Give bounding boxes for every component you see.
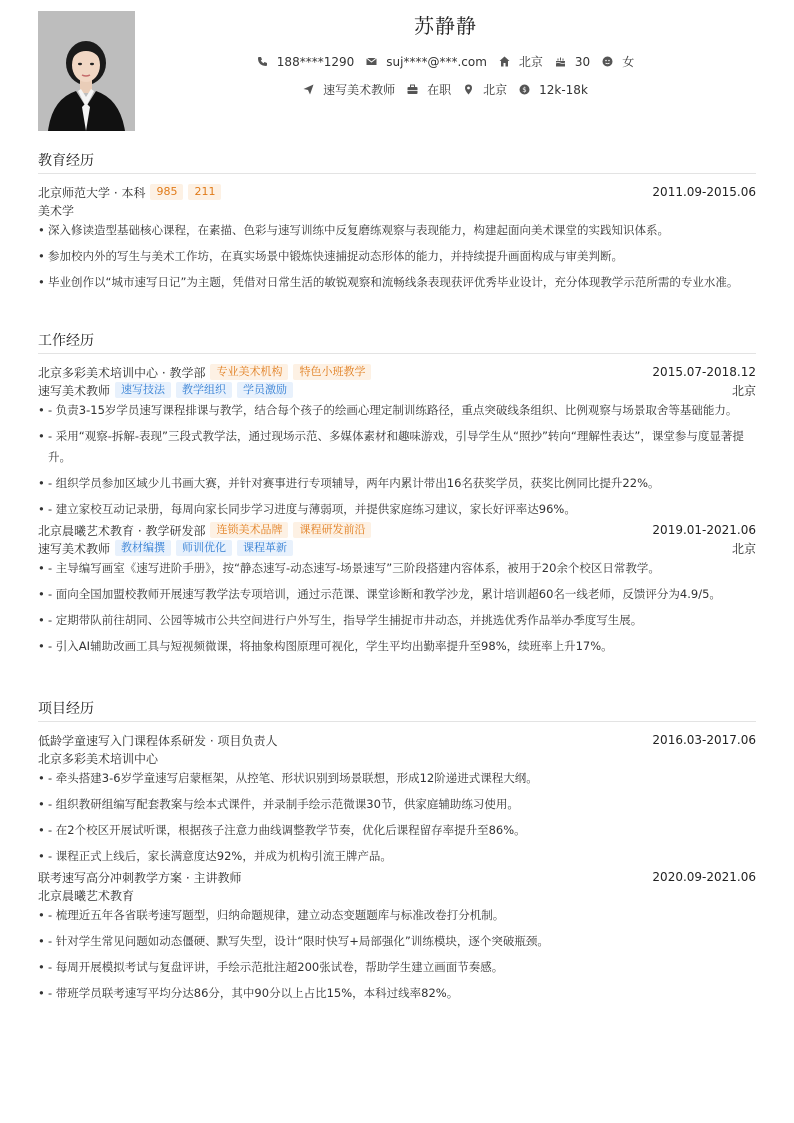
contact-row-job — [135, 81, 756, 98]
education-date: 2011.09-2015.06 — [652, 185, 756, 199]
education-title: 教育经历 — [38, 150, 756, 174]
list-item: • - 组织学员参加区域少儿书画大赛，并针对赛事进行专项辅导，两年内累计带出16名获奖学员，获奖比例同比提升22%。 — [38, 473, 756, 494]
project-name: 低龄学童速写入门课程体系研发 · 项目负责人 — [38, 733, 278, 748]
school-name: 北京师范大学 · 本科 — [38, 185, 146, 200]
school-tag: 985 — [150, 184, 183, 200]
work-date: 2015.07-2018.12 — [652, 365, 756, 379]
list-item: • 参加校内外的写生与美术工作坊，在真实场景中锻炼快速捕捉动态形体的能力，并持续提升画面构成与审美判断。 — [38, 246, 756, 267]
work-bullets — [38, 400, 756, 520]
send-icon — [303, 84, 314, 95]
job-status-text: 在职 — [427, 83, 452, 97]
contact-home — [499, 53, 543, 70]
list-item: • - 负责3-15岁学员速写课程排课与教学，结合每个孩子的绘画心理定制训练路径，重点突破线条组织、比例观察与场景取舍等基础能力。 — [38, 400, 756, 421]
school-tag: 211 — [188, 184, 221, 200]
project-name: 联考速写高分冲刺教学方案 · 主讲教师 — [38, 870, 242, 885]
list-item: • - 针对学生常见问题如动态僵硬、默写失型，设计“限时快写+局部强化”训练模块，逐个突破瓶颈。 — [38, 931, 756, 952]
education-header-row — [38, 183, 756, 201]
project-title: 项目经历 — [38, 698, 756, 722]
company-tag: 课程研发前沿 — [293, 522, 371, 538]
education-major-row — [38, 201, 756, 219]
role-tag: 学员激励 — [237, 382, 293, 398]
job-status — [407, 81, 451, 98]
location-icon — [463, 84, 474, 95]
company-name: 北京多彩美术培训中心 · 教学部 — [38, 365, 206, 380]
role-tag: 课程革新 — [237, 540, 293, 556]
mail-icon — [366, 56, 377, 67]
role-name: 速写美术教师 — [38, 541, 111, 556]
contact-home-text: 北京 — [518, 55, 543, 69]
work-bullets — [38, 558, 756, 657]
job-title-text: 速写美术教师 — [323, 83, 396, 97]
major: 美术学 — [38, 203, 75, 218]
job-salary-text: 12k-18k — [539, 82, 588, 97]
work-section — [38, 330, 756, 662]
svg-text:$: $ — [522, 86, 527, 95]
role-name: 速写美术教师 — [38, 383, 111, 398]
project-org: 北京晨曦艺术教育 — [38, 888, 135, 903]
project-org: 北京多彩美术培训中心 — [38, 751, 159, 766]
company-tag: 特色小班教学 — [293, 364, 371, 380]
work-role-row — [38, 381, 756, 399]
work-city: 北京 — [731, 383, 756, 398]
portrait-image — [38, 11, 135, 131]
job-title — [303, 81, 395, 98]
project-org-row — [38, 886, 756, 904]
cake-icon — [555, 56, 566, 67]
job-salary — [519, 83, 588, 97]
list-item: • - 面向全国加盟校教师开展速写教学法专项培训，通过示范课、课堂诊断和教学沙龙，累计培训超60名一线老师，反馈评分为4.9/5。 — [38, 584, 756, 605]
list-item: • - 在2个校区开展试听课，根据孩子注意力曲线调整教学节奏，优化后课程留存率提升至86%。 — [38, 820, 756, 841]
home-icon — [499, 56, 510, 67]
role-tag: 速写技法 — [115, 382, 171, 398]
contact-email-text: suj****@***.com — [386, 54, 487, 69]
project-bullets — [38, 905, 756, 1004]
contact-phone — [257, 55, 354, 69]
profile-photo — [38, 11, 135, 131]
role-tag: 师训优化 — [176, 540, 232, 556]
work-city: 北京 — [731, 541, 756, 556]
contact-phone-text: 188****1290 — [276, 54, 355, 69]
list-item: • - 课程正式上线后，家长满意度达92%，并成为机构引流王牌产品。 — [38, 846, 756, 867]
resume-header — [38, 10, 756, 131]
role-tag: 教学组织 — [176, 382, 232, 398]
project-org-row — [38, 749, 756, 767]
work-date: 2019.01-2021.06 — [652, 523, 756, 537]
list-item: • - 组织教研组编写配套教案与绘本式课件，并录制手绘示范微课30节，供家庭辅助练习使用。 — [38, 794, 756, 815]
contact-gender-text: 女 — [622, 55, 635, 69]
role-tag: 教材编撰 — [115, 540, 171, 556]
list-item: • 毕业创作以“城市速写日记”为主题，凭借对日常生活的敏锐观察和流畅线条表现获评优秀毕业设计，充分体现教学示范所需的专业水准。 — [38, 272, 756, 293]
list-item: • - 采用“观察-拆解-表现”三段式教学法，通过现场示范、多媒体素材和趣味游戏，引导学生从“照抄”转向“理解性表达”，课堂参与度显著提升。 — [38, 426, 756, 468]
gender-icon — [602, 56, 613, 67]
project-bullets — [38, 768, 756, 867]
project-section — [38, 698, 756, 1009]
list-item: • - 定期带队前往胡同、公园等城市公共空间进行户外写生，指导学生捕捉市井动态，并挑选优秀作品举办季度写生展。 — [38, 610, 756, 631]
work-title: 工作经历 — [38, 330, 756, 354]
project-header-row — [38, 868, 756, 886]
contact-age — [555, 55, 590, 69]
list-item: • - 每周开展模拟考试与复盘评讲，手绘示范批注超200张试卷，帮助学生建立画面节奏感。 — [38, 957, 756, 978]
list-item: • 深入修读造型基础核心课程，在素描、色彩与速写训练中反复磨练观察与表现能力，构建起面向美术课堂的实践知识体系。 — [38, 220, 756, 241]
contact-row-personal — [135, 53, 756, 70]
work-company-row — [38, 363, 756, 381]
project-header-row — [38, 731, 756, 749]
project-date: 2016.03-2017.06 — [652, 733, 756, 747]
list-item: • - 牵头搭建3-6岁学童速写启蒙框架，从控笔、形状识别到场景联想，形成12阶递进式课程大纲。 — [38, 768, 756, 789]
company-tag: 连锁美术品牌 — [210, 522, 288, 538]
job-location — [463, 81, 507, 98]
education-bullets — [38, 220, 756, 293]
company-tag: 专业美术机构 — [210, 364, 288, 380]
list-item: • - 引入AI辅助改画工具与短视频微课，将抽象构图原理可视化，学生平均出勤率提升至98%，续班率上升17%。 — [38, 636, 756, 657]
list-item: • - 主导编写画室《速写进阶手册》，按“静态速写-动态速写-场景速写”三阶段搭建内容体系，被用于20余个校区日常教学。 — [38, 558, 756, 579]
work-company-row — [38, 521, 756, 539]
work-role-row — [38, 539, 756, 557]
briefcase-icon — [407, 84, 418, 95]
job-location-text: 北京 — [483, 83, 508, 97]
contact-age-text: 30 — [574, 54, 591, 69]
company-name: 北京晨曦艺术教育 · 教学研发部 — [38, 523, 206, 538]
contact-email — [366, 55, 487, 69]
project-date: 2020.09-2021.06 — [652, 870, 756, 884]
list-item: • - 梳理近五年各省联考速写题型，归纳命题规律，建立动态变题题库与标准改卷打分机制。 — [38, 905, 756, 926]
list-item: • - 带班学员联考速写平均分达86分，其中90分以上占比15%，本科过线率82%。 — [38, 983, 756, 1004]
phone-icon — [257, 56, 268, 67]
education-section — [38, 150, 756, 298]
salary-icon — [519, 84, 530, 95]
candidate-name: 苏静静 — [414, 14, 477, 38]
contact-gender — [602, 53, 634, 70]
list-item: • - 建立家校互动记录册，每周向家长同步学习进度与薄弱项，并提供家庭练习建议，家长好评率达96%。 — [38, 499, 756, 520]
